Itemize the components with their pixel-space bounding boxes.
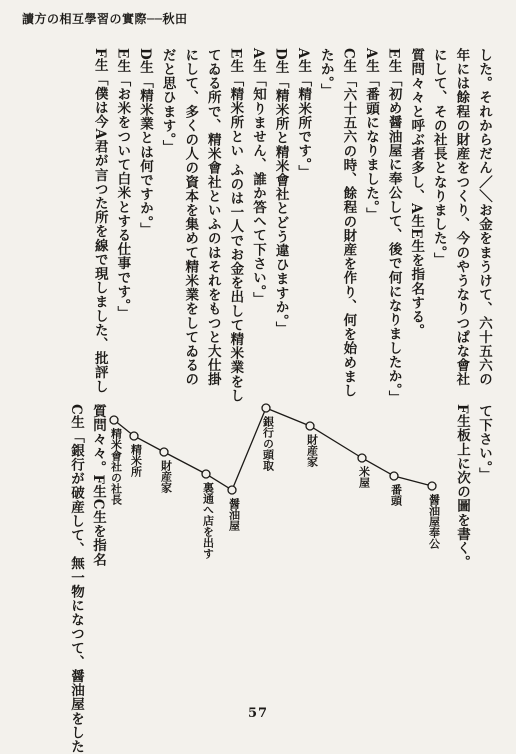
text-column: A生「番頭になりました。」 — [363, 48, 379, 222]
diagram-node-label: 番頭 — [389, 484, 403, 506]
text-column: て下さい。」 — [476, 404, 492, 482]
text-column: 年には餘程の財産をつくり、今のやうなりつぱな會社 — [453, 48, 470, 387]
page-number: 57 — [248, 706, 269, 721]
text-column: A生「精米所です。」 — [295, 48, 312, 180]
diagram-node-label: 醤油屋 — [227, 498, 241, 531]
text-column: にして、その社長となりました。」 — [430, 48, 447, 267]
text-column: E生「お米をついて白米とする仕事です。」 — [114, 48, 131, 321]
diagram-node-label: 精米會社の社長 — [109, 428, 123, 505]
text-column: A生「知りません、誰か答へて下さい。」 — [250, 48, 266, 307]
diagram-node-label: 醤油屋奉公 — [427, 494, 441, 549]
text-column: たか。」 — [317, 48, 334, 98]
diagram-node-label: 米屋 — [357, 466, 371, 488]
text-column: 質問々々。F生C生を指名 — [90, 404, 106, 567]
text-column: C生「六十五六の時、餘程の財産を作り、何を始めまし — [340, 48, 357, 398]
diagram-node — [130, 432, 138, 440]
diagram-node-label: 財産家 — [305, 434, 319, 467]
diagram-node-label: 財産家 — [159, 460, 173, 493]
diagram-node-label: 銀行の頭取 — [261, 416, 275, 471]
text-column: C生「銀行が破産して、無一物になつて、醤油屋をした — [68, 404, 84, 754]
text-column: だと思ひます。」 — [159, 48, 176, 155]
diagram-node — [202, 470, 210, 478]
text-column: F生「僕は今A君が言つた所を線で現しました、批評し — [91, 48, 108, 394]
diagram-node — [228, 486, 236, 494]
text-column: D生「精米所と精米會社とどう違ひますか。」 — [272, 48, 289, 336]
diagram-node — [306, 422, 314, 430]
diagram-node — [358, 454, 366, 462]
diagram-node — [390, 472, 398, 480]
diagram-node — [428, 482, 436, 490]
text-column: D生「精米業とは何ですか。」 — [137, 48, 153, 237]
diagram-node-label: 裏通へ店を出す — [201, 482, 215, 559]
text-column: した。それからだん／＼お金をまうけて、六十五六の — [476, 48, 492, 387]
diagram-node — [262, 404, 270, 412]
text-column: E生「初め醤油屋に奉公して、後で何になりましたか。」 — [385, 48, 402, 405]
text-column: E生「精米所とい ふのは一人でお金を出して精米業をし — [227, 48, 244, 403]
diagram-node — [110, 416, 118, 424]
diagram-node — [160, 448, 168, 456]
running-head: 讀方の相互學習の實際──秋田 — [22, 12, 188, 26]
text-column: てゐる所で、精米會社といふのはそれをもつと大仕掛 — [204, 48, 221, 387]
text-column: にして、多くの人の資本を集めて精米業をしてゐるの — [182, 48, 199, 387]
diagram-node-label: 精米所 — [129, 444, 143, 477]
text-column: 質問々々と呼ぶ者多し、A生E生を指名する。 — [408, 48, 425, 338]
text-column: F生板上に次の圖を書く。 — [454, 404, 470, 570]
